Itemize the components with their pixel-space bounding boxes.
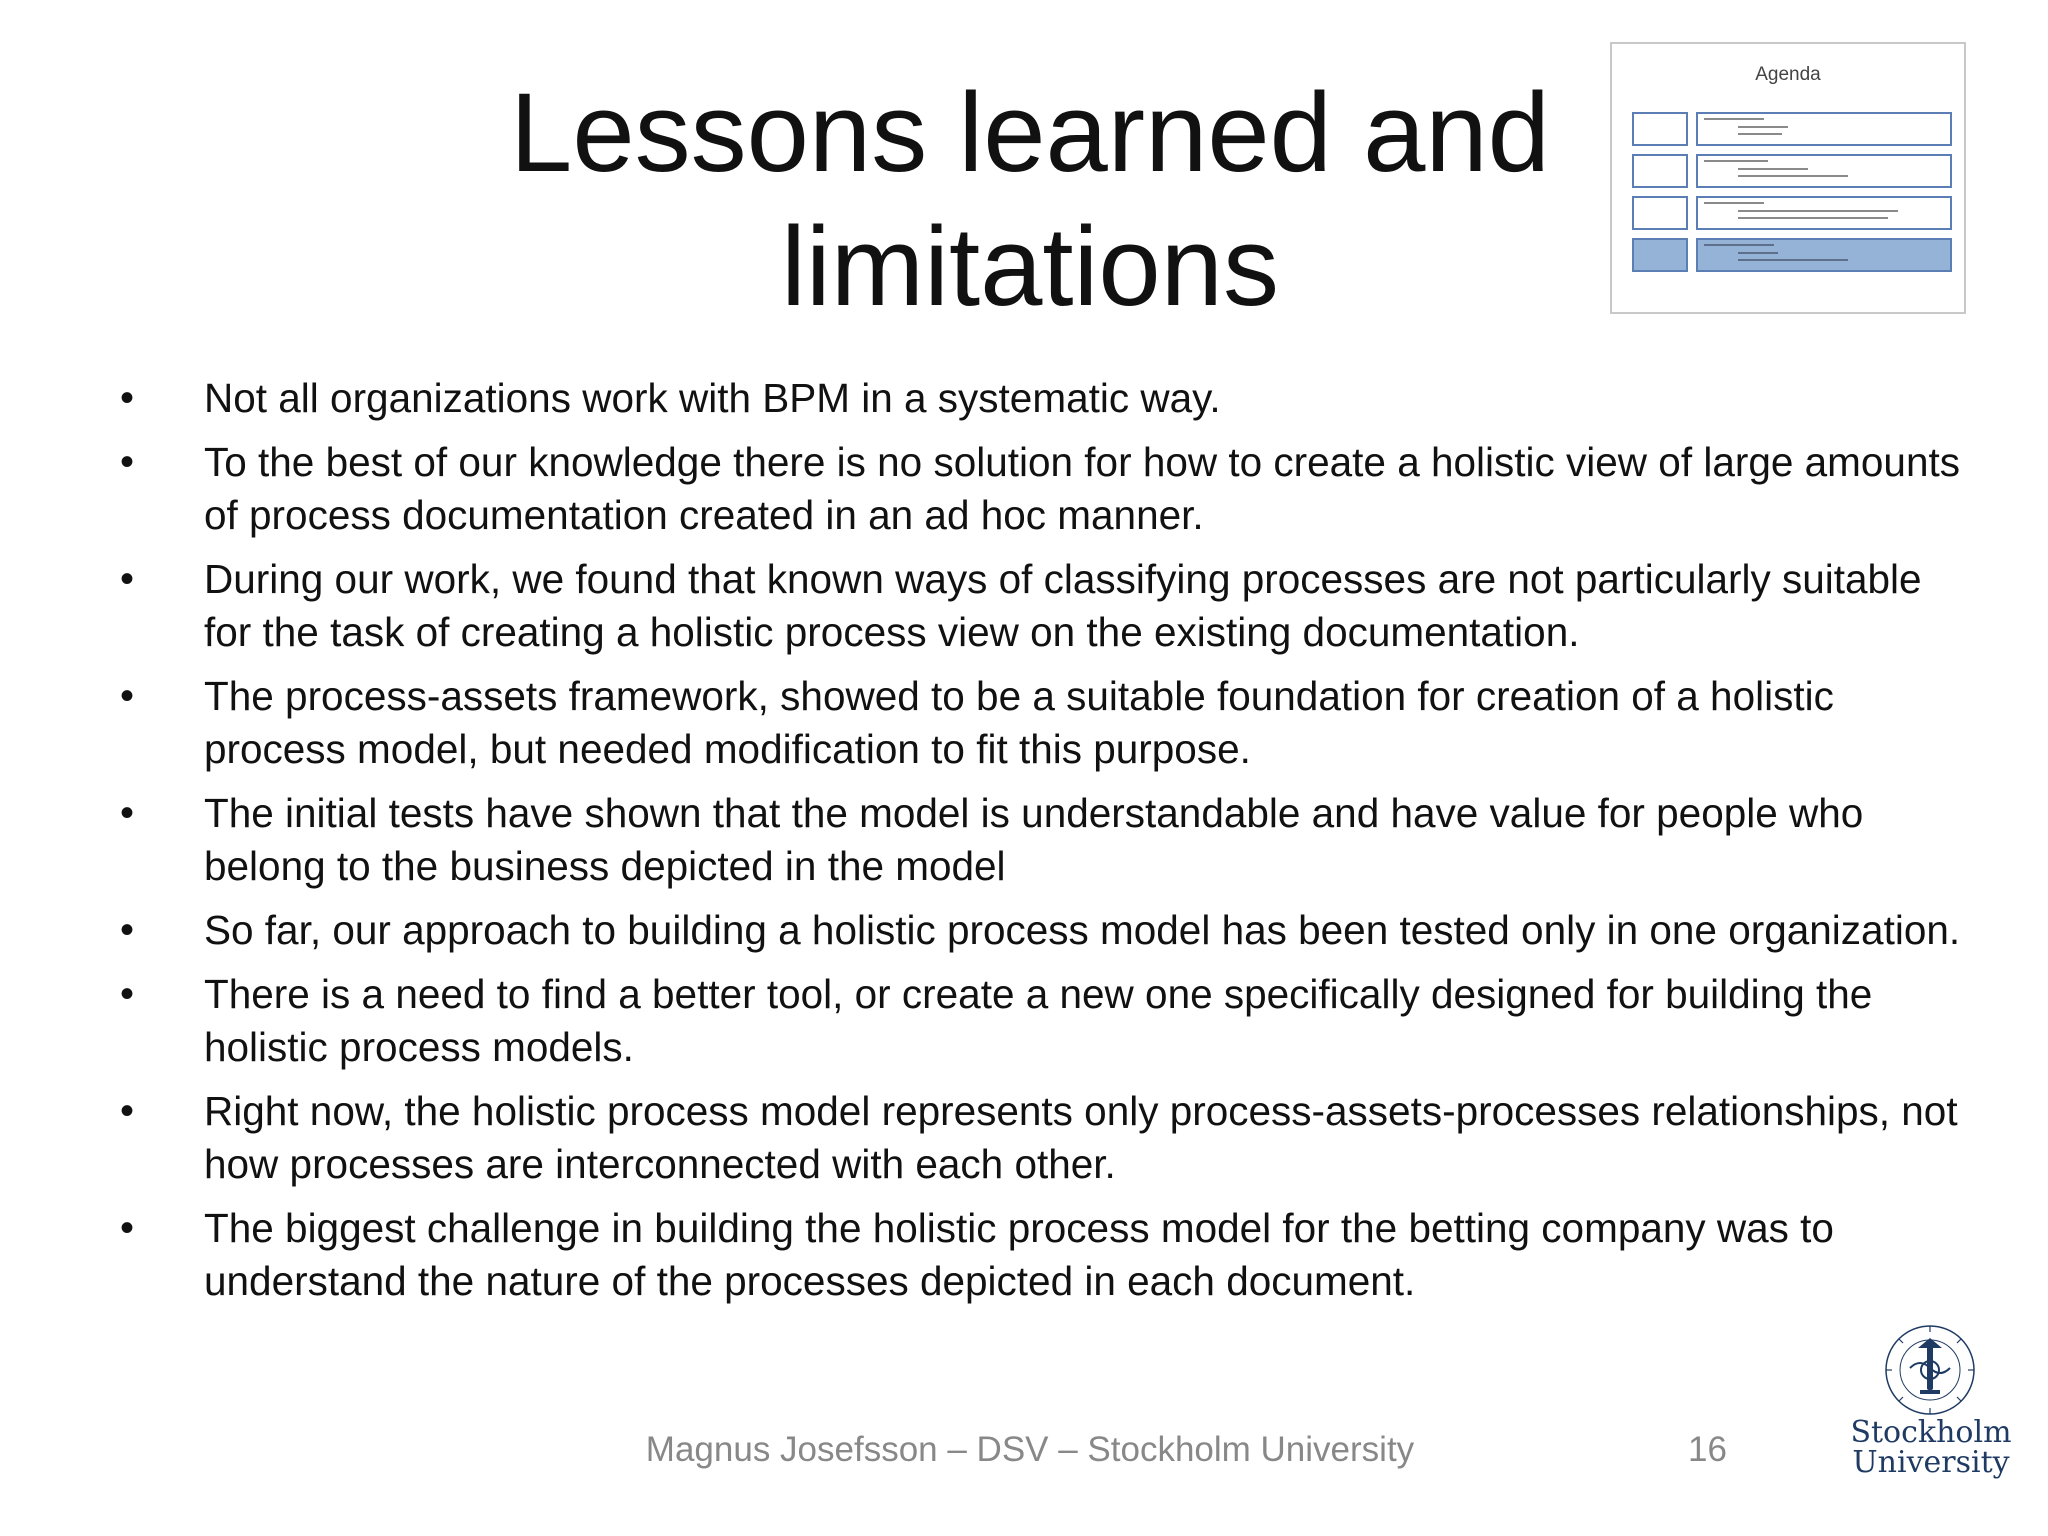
agenda-thumbnail (1610, 42, 1966, 314)
title-line-2: limitations (781, 204, 1279, 329)
agenda-row-2 (1632, 154, 1952, 188)
bullet-item: • There is a need to find a better tool, or create a new one specifically designed for building the holistic process models. (120, 968, 1980, 1074)
bullet-item: • During our work, we found that known ways of classifying processes are not particularly suitable for the task of creating a holistic process view on the existing documentation. (120, 553, 1980, 659)
agenda-row-3 (1632, 196, 1952, 230)
slide-title (340, 66, 1720, 334)
stockholm-university-logo (1836, 1320, 2026, 1500)
agenda-part-box (1632, 238, 1688, 272)
bullet-item: • The biggest challenge in building the holistic process model for the betting company was to understand the nature of the processes depicted in each document. (120, 1202, 1980, 1308)
agenda-part-box (1632, 112, 1688, 146)
bullet-item: • The initial tests have shown that the model is understandable and have value for people who belong to the business depicted in the model (120, 787, 1980, 893)
bullet-item: • Not all organizations work with BPM in a systematic way. (120, 372, 1980, 425)
agenda-topic-box (1696, 196, 1952, 230)
agenda-topic-box (1696, 238, 1952, 272)
bullet-item: • To the best of our knowledge there is no solution for how to create a holistic view of large amounts of process documentation created in an ad hoc manner. (120, 436, 1980, 542)
agenda-topic-box (1696, 112, 1952, 146)
bullet-item: • Right now, the holistic process model represents only process-assets-processes relationships, not how processes are interconnected with each other. (120, 1085, 1980, 1191)
logo-line-2: University (1852, 1445, 2010, 1480)
bullet-item: • The process-assets framework, showed to be a suitable foundation for creation of a holistic process model, but needed modification to fit this purpose. (120, 670, 1980, 776)
page-number: 16 (1688, 1430, 1727, 1469)
bullet-item: • So far, our approach to building a holistic process model has been tested only in one organization. (120, 904, 1980, 957)
logo-wordmark (1836, 1415, 2026, 1480)
agenda-thumbnail-title: Agenda (1755, 64, 1821, 85)
title-line-1: Lessons learned and (510, 70, 1550, 195)
agenda-row-4-active (1632, 238, 1952, 272)
logo-line-1: Stockholm (1850, 1415, 2012, 1450)
agenda-part-box (1632, 196, 1688, 230)
footer-text: Magnus Josefsson – DSV – Stockholm University (645, 1430, 1415, 1469)
agenda-part-box (1632, 154, 1688, 188)
university-seal-icon (1880, 1320, 1980, 1420)
agenda-row-1 (1632, 112, 1952, 146)
agenda-topic-box (1696, 154, 1952, 188)
bullet-list (120, 372, 1980, 1319)
